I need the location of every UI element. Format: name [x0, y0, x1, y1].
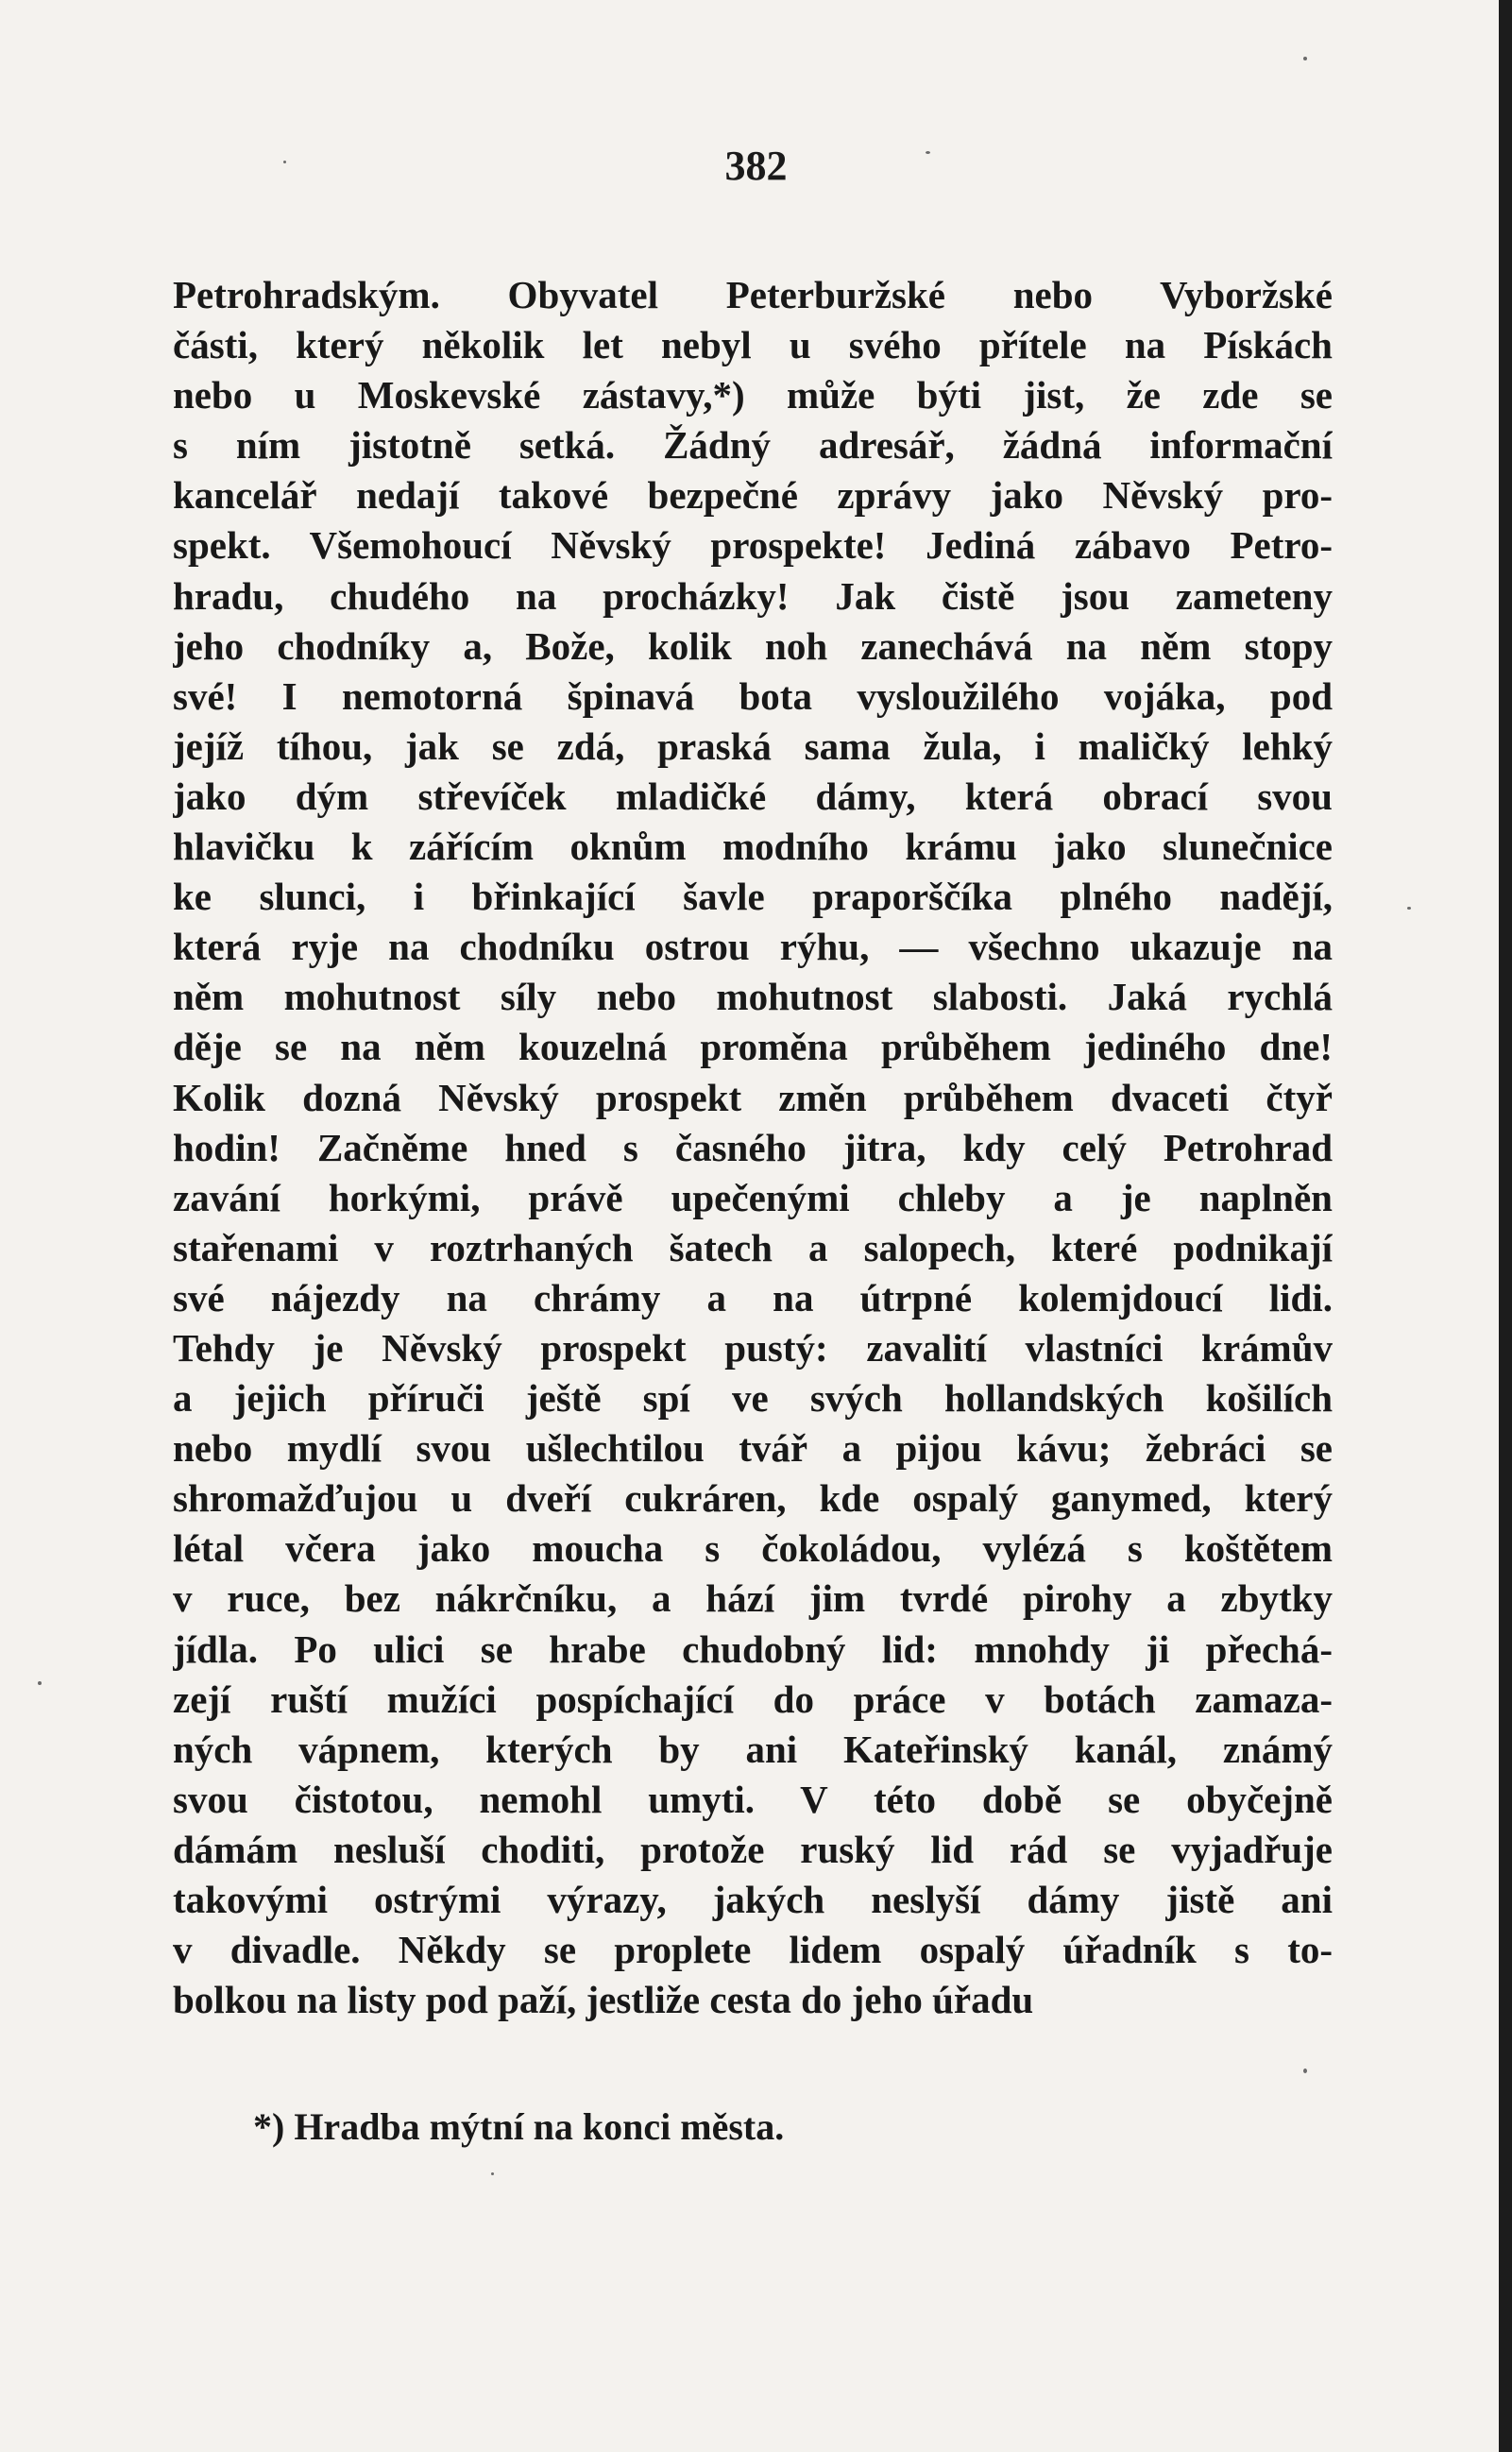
text-line: části, který několik let nebyl u svého přítele na Pískách — [173, 323, 1333, 367]
text-line: ných vápnem, kterých by ani Kateřinský kanál, známý — [173, 1727, 1333, 1771]
text-line: ke slunci, i břinkající šavle praporščíka plného nadějí, — [173, 875, 1333, 919]
text-line: takovými ostrými výrazy, jakých neslyší dámy jistě ani — [173, 1878, 1333, 1921]
body-text — [173, 270, 1333, 2025]
text-line: své! I nemotorná špinavá bota vysloužilého vojáka, pod — [173, 673, 1333, 718]
text-line: nebo u Moskevské zástavy,*) může býti jist, že zde se — [173, 373, 1333, 417]
text-line: shromažďujou u dveří cukráren, kde ospalý ganymed, který — [173, 1476, 1333, 1521]
text-line: a jejich příruči ještě spí ve svých hollandských košilích — [173, 1376, 1333, 1421]
text-line: zavání horkými, právě upečenými chleby a je naplněn — [173, 1175, 1333, 1219]
text-line: hradu, chudého na procházky! Jak čistě jsou zameteny — [173, 573, 1333, 618]
text-line: spekt. Všemohoucí Něvský prospekte! Jediná zábavo Petro- — [173, 523, 1333, 568]
text-line: kancelář nedají takové bezpečné zprávy jako Něvský pro- — [173, 473, 1333, 518]
text-line: bolkou na listy pod paží, jestliže cesta do jeho úřadu — [173, 1978, 1034, 2022]
text-line: která ryje na chodníku ostrou rýhu, — všechno ukazuje na — [173, 925, 1333, 969]
text-line: jejíž tíhou, jak se zdá, praská sama žula, i maličký lehký — [173, 724, 1333, 768]
text-line: s ním jistotně setká. Žádný adresář, žádná informační — [173, 423, 1333, 468]
text-line: létal včera jako moucha s čokoládou, vylézá s koštětem — [173, 1526, 1333, 1571]
text-line: hlavičku k zářícím oknům modního krámu jako slunečnice — [173, 825, 1333, 869]
text-line: něm mohutnost síly nebo mohutnost slabosti. Jaká rychlá — [173, 975, 1333, 1019]
text-line: Petrohradským. Obyvatel Peterburžské nebo Vyboržské — [173, 273, 1333, 316]
paper-speck — [1303, 57, 1307, 60]
paper-speck — [491, 2172, 494, 2175]
text-line: dámám nesluší choditi, protože ruský lid rád se vyjadřuje — [173, 1827, 1333, 1871]
paper-speck — [38, 1681, 42, 1685]
text-line: Tehdy je Něvský prospekt pustý: zavalití vlastníci krámův — [173, 1325, 1333, 1370]
text-line: v divadle. Někdy se proplete lidem ospalý úřadník s to- — [173, 1928, 1333, 1972]
paper-speck — [283, 161, 286, 163]
paper-speck — [926, 151, 930, 154]
text-line: nebo mydlí svou ušlechtilou tvář a pijou kávu; žebráci se — [173, 1426, 1333, 1471]
footnote: *) Hradba mýtní na konci města. — [253, 2105, 785, 2148]
paper-speck — [1407, 907, 1411, 910]
text-line: hodin! Začněme hned s časného jitra, kdy celý Petrohrad — [173, 1125, 1333, 1169]
text-line: svou čistotou, nemohl umyti. V této době se obyčejně — [173, 1777, 1333, 1821]
text-line: stařenami v roztrhaných šatech a salopech, které podnikají — [173, 1225, 1333, 1269]
text-line: zejí ruští mužíci pospíchající do práce v botách zamaza- — [173, 1677, 1333, 1721]
text-line: děje se na něm kouzelná proměna průběhem jediného dne! — [173, 1025, 1333, 1069]
text-line: Kolik dozná Něvský prospekt změn průběhem dvaceti čtyř — [173, 1075, 1333, 1119]
text-line: své nájezdy na chrámy a na útrpné kolemjdoucí lidi. — [173, 1275, 1333, 1320]
text-line: jídla. Po ulici se hrabe chudobný lid: mnohdy ji přechá- — [173, 1626, 1333, 1671]
text-line: jako dým střevíček mladičké dámy, která obrací svou — [173, 774, 1333, 818]
page-number: 382 — [724, 143, 788, 189]
text-line: jeho chodníky a, Bože, kolik noh zanechává na něm stopy — [173, 623, 1333, 668]
paper-speck — [1303, 2069, 1307, 2073]
text-line: v ruce, bez nákrčníku, a hází jim tvrdé pirohy a zbytky — [173, 1576, 1333, 1621]
